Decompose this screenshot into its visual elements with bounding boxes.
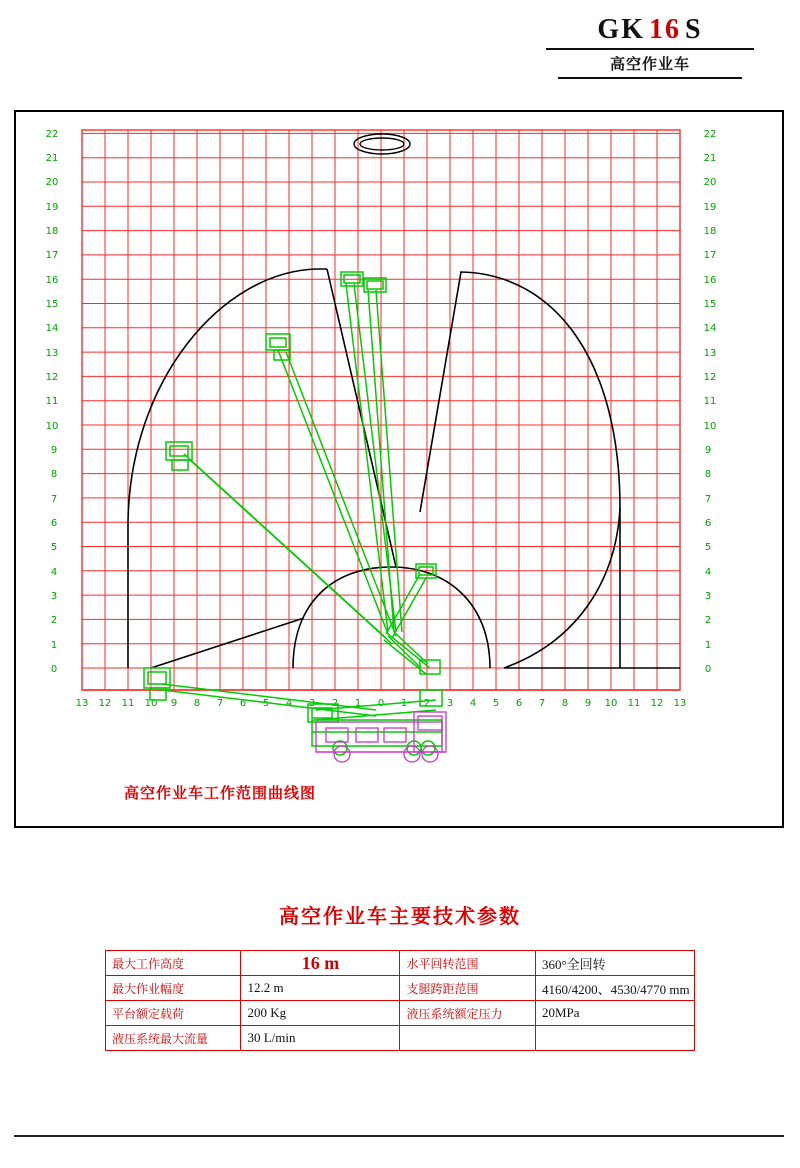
svg-text:5: 5 (704, 542, 712, 553)
spec-label: 最大工作高度 (106, 951, 241, 976)
svg-text:8: 8 (561, 698, 569, 709)
axis-labels-bottom (76, 698, 687, 709)
title-divider (546, 48, 754, 50)
svg-text:9: 9 (50, 445, 58, 456)
table-row (106, 951, 695, 976)
svg-text:2: 2 (50, 615, 58, 626)
vehicle-box-3 (384, 728, 406, 742)
bottom-divider (14, 1135, 784, 1137)
svg-text:7: 7 (50, 494, 58, 505)
spec-label: 最大作业幅度 (106, 976, 241, 1001)
svg-text:12: 12 (45, 372, 59, 383)
product-title (540, 14, 760, 46)
svg-text:19: 19 (703, 202, 717, 213)
svg-text:9: 9 (584, 698, 592, 709)
svg-text:17: 17 (45, 250, 59, 261)
title-block (540, 14, 760, 79)
right-envelope-lower (516, 512, 620, 668)
svg-text:12: 12 (650, 698, 664, 709)
working-range-diagram (14, 110, 784, 828)
svg-text:4: 4 (285, 698, 293, 709)
spec-value: 16 m (241, 951, 400, 976)
svg-text:4: 4 (704, 567, 712, 578)
svg-text:8: 8 (50, 469, 58, 480)
svg-text:6: 6 (704, 518, 712, 529)
spec-value: 200 Kg (241, 1001, 400, 1026)
svg-text:9: 9 (170, 698, 178, 709)
svg-text:8: 8 (193, 698, 201, 709)
svg-text:6: 6 (239, 698, 247, 709)
boom-positions (144, 272, 442, 755)
spec-label: 水平回转范围 (400, 951, 535, 976)
svg-text:17: 17 (703, 250, 717, 261)
brand-text: GK (597, 14, 645, 45)
spec-label: 平台额定载荷 (106, 1001, 241, 1026)
spec-value: 20MPa (535, 1001, 694, 1026)
svg-text:1: 1 (704, 640, 712, 651)
svg-text:22: 22 (45, 129, 59, 140)
svg-text:5: 5 (50, 542, 58, 553)
model-number: 16 (648, 14, 681, 45)
svg-text:7: 7 (538, 698, 546, 709)
spec-value: 4160/4200、4530/4770 mm (535, 976, 694, 1001)
diagram-caption: 高空作业车工作范围曲线图 (124, 784, 317, 802)
svg-text:10: 10 (144, 698, 158, 709)
table-row (106, 976, 695, 1001)
svg-text:9: 9 (704, 445, 712, 456)
vehicle-box-2 (356, 728, 378, 742)
model-suffix: S (684, 14, 703, 45)
axis-labels-right (704, 129, 717, 675)
svg-text:3: 3 (50, 591, 58, 602)
subtitle-divider (558, 77, 742, 79)
svg-text:0: 0 (704, 664, 712, 675)
svg-text:11: 11 (627, 698, 641, 709)
svg-text:19: 19 (45, 202, 59, 213)
svg-text:7: 7 (704, 494, 712, 505)
vehicle-window (418, 716, 442, 730)
grid-vertical (82, 130, 680, 690)
svg-text:13: 13 (703, 348, 717, 359)
svg-text:14: 14 (703, 323, 717, 334)
svg-text:10: 10 (703, 421, 717, 432)
svg-text:3: 3 (704, 591, 712, 602)
spec-value: 12.2 m (241, 976, 400, 1001)
svg-text:2: 2 (704, 615, 712, 626)
svg-text:5: 5 (492, 698, 500, 709)
spec-label (400, 1026, 535, 1051)
svg-text:2: 2 (423, 698, 431, 709)
svg-text:20: 20 (703, 177, 717, 188)
svg-text:6: 6 (515, 698, 523, 709)
svg-text:12: 12 (98, 698, 112, 709)
spec-label: 液压系统最大流量 (106, 1026, 241, 1051)
svg-text:11: 11 (45, 396, 59, 407)
vehicle-body (316, 722, 442, 752)
top-ellipse-marker (354, 134, 410, 154)
svg-text:0: 0 (377, 698, 385, 709)
left-envelope-arc (128, 269, 327, 668)
spec-value (535, 1026, 694, 1051)
svg-text:18: 18 (703, 226, 717, 237)
svg-text:12: 12 (703, 372, 717, 383)
svg-text:2: 2 (331, 698, 339, 709)
svg-text:16: 16 (703, 275, 717, 286)
spec-table-title: 高空作业车主要技术参数 (279, 904, 521, 928)
spec-value: 360°全回转 (535, 951, 694, 976)
vehicle-box-1 (326, 728, 348, 742)
svg-text:18: 18 (45, 226, 59, 237)
svg-text:11: 11 (121, 698, 135, 709)
spec-table (105, 950, 695, 1051)
svg-text:4: 4 (50, 567, 58, 578)
svg-text:7: 7 (216, 698, 224, 709)
diagram-svg (16, 112, 782, 826)
svg-text:1: 1 (50, 640, 58, 651)
svg-text:15: 15 (45, 299, 59, 310)
spec-label: 液压系统额定压力 (400, 1001, 535, 1026)
svg-text:13: 13 (75, 698, 89, 709)
table-row (106, 1026, 695, 1051)
svg-text:16: 16 (45, 275, 59, 286)
svg-text:14: 14 (45, 323, 59, 334)
svg-text:4: 4 (469, 698, 477, 709)
svg-text:3: 3 (308, 698, 316, 709)
svg-text:20: 20 (45, 177, 59, 188)
svg-text:21: 21 (703, 153, 717, 164)
axis-labels-left (46, 129, 59, 675)
svg-text:8: 8 (704, 469, 712, 480)
svg-text:15: 15 (703, 299, 717, 310)
svg-text:13: 13 (45, 348, 59, 359)
spec-value: 30 L/min (241, 1026, 400, 1051)
table-row (106, 1001, 695, 1026)
grid-lines (82, 130, 680, 690)
boom-stowed (308, 690, 442, 722)
svg-text:0: 0 (50, 664, 58, 675)
svg-text:22: 22 (703, 129, 717, 140)
svg-text:11: 11 (703, 396, 717, 407)
svg-text:1: 1 (354, 698, 362, 709)
svg-text:10: 10 (604, 698, 618, 709)
svg-text:3: 3 (446, 698, 454, 709)
svg-text:1: 1 (400, 698, 408, 709)
svg-text:6: 6 (50, 518, 58, 529)
svg-text:5: 5 (262, 698, 270, 709)
spec-label: 支腿跨距范围 (400, 976, 535, 1001)
svg-text:13: 13 (673, 698, 687, 709)
inner-arc (293, 567, 490, 668)
svg-text:21: 21 (45, 153, 59, 164)
product-subtitle: 高空作业车 (609, 55, 690, 73)
svg-text:10: 10 (45, 421, 59, 432)
